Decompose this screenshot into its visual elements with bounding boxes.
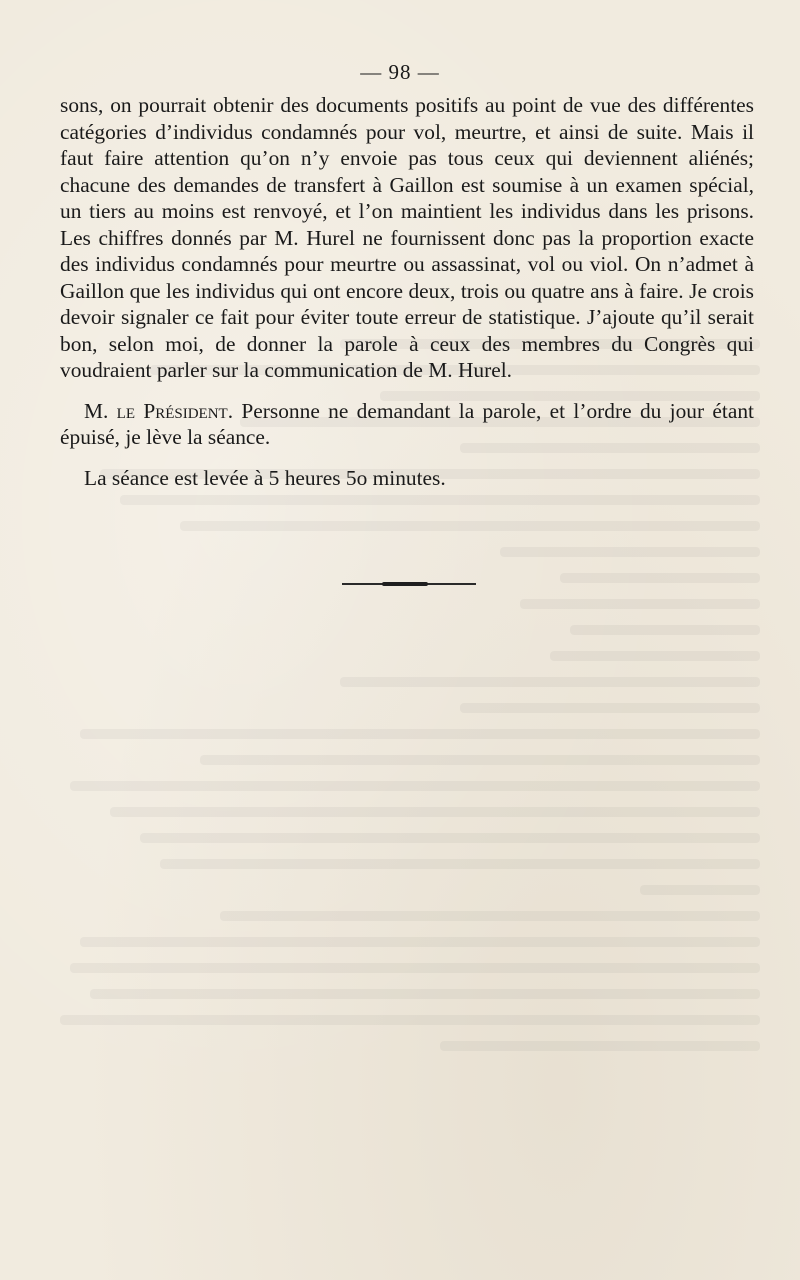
- speaker-text: Personne ne demandant la parole, et l’ordre du jour étant épuisé, je lève la séance.: [60, 398, 754, 449]
- paragraph-closing: La séance est levée à 5 heures 5o minutes.: [84, 465, 446, 490]
- speaker-name: M. le Président.: [84, 398, 234, 423]
- paragraph-continuation: sons, on pourrait obtenir des documents positifs au point de vue des différentes catégories d’individus condamnés pour vol, meurtre, et ainsi de suite. Mais il faut faire attention qu’on n’y envoie pas tous ceux qui deviennent aliénés; chacune des demandes de transfert à Gaillon est soumise à un examen spécial, un tiers au moins est renvoyé, et l’on maintient les individus dans les prisons. Les chiffres donnés par M. Hurel ne fournissent donc pas la proportion exacte des individus condamnés pour meurtre ou assassinat, vol ou viol. On n’admet à Gaillon que les individus qui ont encore deux, trois ou quatre ans à faire. Je crois devoir signaler ce fait pour éviter toute erreur de statistique. J’ajoute qu’il serait bon, selon moi, de donner la parole à ceux des membres du Congrès qui voudraient parler sur la communication de M. Hurel.: [60, 93, 754, 382]
- body-text: [60, 92, 754, 491]
- paragraph-president: [60, 398, 754, 451]
- section-end-rule: [342, 583, 476, 585]
- page-number: — 98 —: [360, 60, 440, 84]
